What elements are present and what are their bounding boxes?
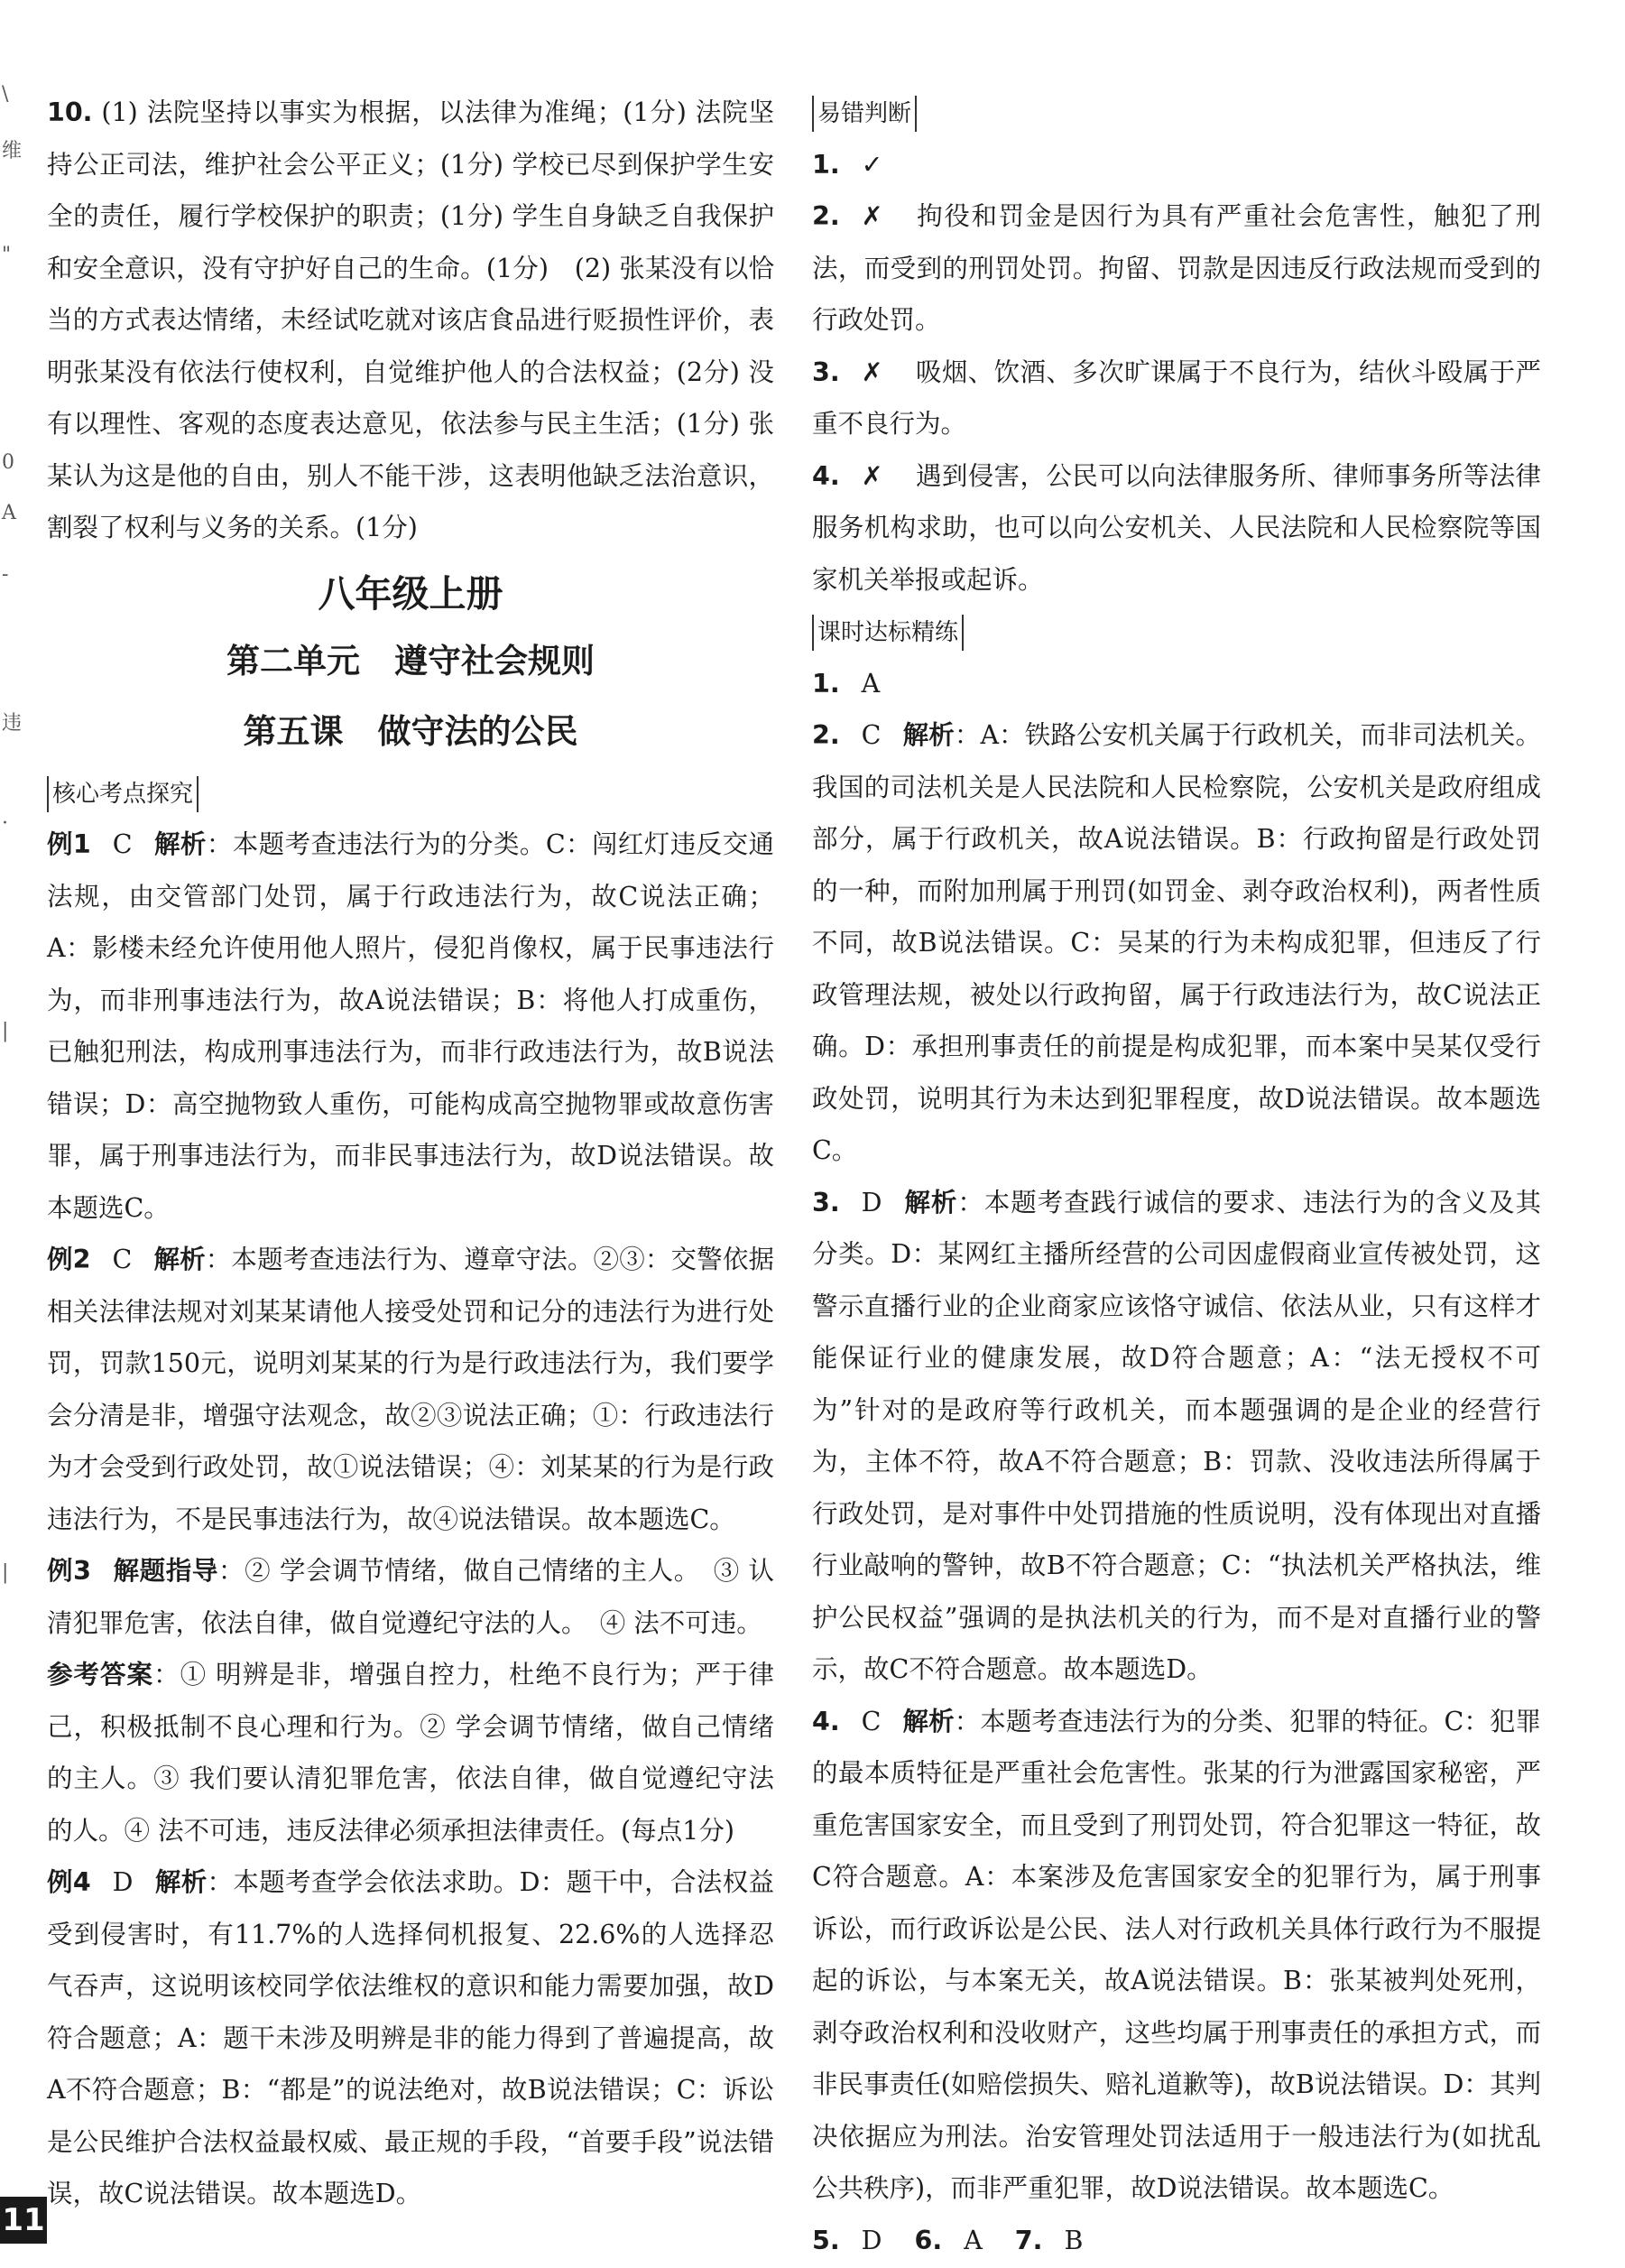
lesson-number: 第五课	[243, 711, 344, 751]
example-label: 例2	[47, 1245, 91, 1274]
practice-5-7	[812, 2215, 1541, 2267]
example-answer: D	[112, 1867, 134, 1897]
analysis-text: ：本题考查违法行为、遵章守法。②③：交警依据相关法律法规对刘某某请他人接受处罚和记分的违法行为进行处罚，罚款150元，说明刘某某的行为是行政违法行为，我们要学会分清是非，增强守法观念，故②③说法正确；①：行政违法行为才会受到行政处罚，故①说法错误；④：刘某某的行为是行政违法行为，不是民事违法行为，故④说法错误。故本题选C。	[47, 1245, 774, 1534]
analysis-text: ：本题考查践行诚信的要求、违法行为的含义及其分类。D：某网红主播所经营的公司因虚假商业宣传被处罚，这警示直播行业的企业商家应该恪守诚信、依法从业，只有这样才能保证行业的健康发展，故D符合题意；A：“法无授权不可为”针对的是政府等行政机关，而本题强调的是企业的经营行为，主体不符，故A不符合题意；B：罚款、没收违法所得属于行政处罚，是对事件中处罚措施的性质说明，没有体现出对直播行业敲响的警钟，故B不符合题意；C：“执法机关严格执法，维护公民权益”强调的是执法机关的行为，而不是对直播行业的警示，故C不符合题意。故本题选D。	[812, 1187, 1541, 1684]
answer-letter: A	[861, 668, 881, 699]
check-mark-icon: ✓	[861, 149, 883, 180]
reference-text: ：① 明辨是非，增强自控力，杜绝不良行为；严于律己，积极抵制不良心理和行为。② 学会调节情绪，做自己情绪的主人。③ 我们要认清犯罪危害，依法自律，做自觉遵纪守法的人。④ 法不可违，违反法律必须承担法律责任。(每点1分)	[47, 1660, 774, 1846]
lesson-heading	[47, 697, 774, 767]
judge-3	[812, 347, 1541, 450]
section-easy-tag: 易错判断	[812, 96, 917, 132]
practice-3	[812, 1177, 1541, 1696]
example-answer: C	[112, 1245, 133, 1274]
practice-2	[812, 709, 1541, 1177]
example-2	[47, 1234, 774, 1545]
edge-char: -	[2, 563, 9, 586]
question-number: 5.	[812, 2225, 840, 2255]
question-number: 1.	[812, 149, 840, 180]
example-3-reference	[47, 1649, 774, 1856]
question-number: 3.	[812, 1187, 840, 1217]
analysis-label: 解析	[154, 1867, 208, 1897]
question-number: 2.	[812, 720, 840, 750]
analysis-text: ：本题考查学会依法求助。D：题干中，合法权益受到侵害时，有11.7%的人选择伺机报复、22.6%的人选择忍气吞声，这说明该校同学依法维权的意识和能力需要加强，故D符合题意；A：题干未涉及明辨是非的能力得到了普遍提高，故A不符合题意；B：“都是”的说法绝对，故B说法错误；C：诉讼是公民维护合法权益最权威、最正规的手段，“首要手段”说法错误，故C说法错误。故本题选D。	[47, 1867, 774, 2208]
edge-char: 违	[2, 712, 23, 735]
answer-letter: B	[1064, 2225, 1084, 2255]
unit-heading	[47, 626, 774, 697]
judge-2	[812, 190, 1541, 347]
analysis-label: 解析	[902, 720, 955, 750]
judge-1	[812, 139, 1541, 191]
question-number: 1.	[812, 668, 840, 699]
cross-mark-icon: ✗	[861, 201, 883, 231]
answer-letter: D	[861, 2225, 882, 2255]
answer-letter: C	[861, 720, 882, 750]
reference-label: 参考答案	[47, 1660, 154, 1689]
analysis-label: 解析	[903, 1187, 958, 1217]
right-column	[812, 87, 1541, 2266]
answer-text: (1) 法院坚持以事实为根据，以法律为准绳；(1分) 法院坚持公正司法，维护社会公平正义；(1分) 学校已尽到保护学生安全的责任，履行学校保护的职责；(1分) 学生自身缺乏自我保护和安全意识，没有守护好自己的生命。(1分) (2) 张某没有以恰当的方式表达情绪，未经试吃就对该店食品进行贬损性评价，表明张某没有依法行使权利，自觉维护他人的合法权益；(2分) 没有以理性、客观的态度表达意见，依法参与民主生活；(1分) 张某认为这是他的自由，别人不能干涉，这表明他缺乏法治意识，割裂了权利与义务的关系。(1分)	[47, 97, 774, 542]
answer-letter: D	[861, 1187, 882, 1217]
answer-letter: A	[964, 2225, 983, 2255]
analysis-label: 解析	[153, 829, 207, 859]
example-4	[47, 1856, 774, 2220]
analysis-text: ：A：铁路公安机关属于行政机关，而非司法机关。我国的司法机关是人民法院和人民检察院，公安机关是政府组成部分，属于行政机关，故A说法错误。B：行政拘留是行政处罚的一种，而附加刑属于刑罚(如罚金、剥夺政治权利)，两者性质不同，故B说法错误。C：吴某的行为未构成犯罪，但违反了行政管理法规，被处以行政拘留，属于行政违法行为，故C说法正确。D：承担刑事责任的前提是构成犯罪，而本案中吴某仅受行政处罚，说明其行为未达到犯罪程度，故D说法错误。故本题选C。	[812, 720, 1541, 1165]
cross-mark-icon: ✗	[861, 460, 883, 491]
edge-char: |	[2, 1561, 9, 1584]
lesson-name: 做守法的公民	[377, 711, 578, 751]
analysis-text: ：本题考查违法行为的分类。C：闯红灯违反交通法规，由交管部门处罚，属于行政违法行为，故C说法正确；A：影楼未经允许使用他人照片，侵犯肖像权，属于民事违法行为，而非刑事违法行为，故A说法错误；B：将他人打成重伤，已触犯刑法，构成刑事违法行为，而非行政违法行为，故B说法错误；D：高空抛物致人重伤，可能构成高空抛物罪或故意伤害罪，属于刑事违法行为，而非民事违法行为，故D说法错误。故本题选C。	[47, 829, 774, 1223]
example-3-guide	[47, 1545, 774, 1649]
unit-number: 第二单元	[226, 641, 360, 680]
section-core-tag: 核心考点探究	[47, 776, 199, 812]
book-title: 八年级上册	[318, 571, 503, 616]
edge-char: 维	[2, 140, 23, 162]
analysis-label: 解析	[153, 1245, 206, 1274]
example-answer: C	[112, 829, 133, 859]
left-edge-margin	[0, 0, 27, 2268]
unit-name: 遵守社会规则	[394, 641, 595, 680]
section-practice-tag: 课时达标精练	[812, 615, 964, 651]
analysis-label: 解析	[902, 1706, 955, 1736]
example-label: 例4	[47, 1867, 91, 1897]
question-number: 4.	[812, 460, 840, 491]
question-number: 4.	[812, 1706, 840, 1736]
judge-4	[812, 450, 1541, 606]
answer-q10	[47, 87, 774, 554]
example-label: 例1	[47, 829, 91, 859]
question-number: 7.	[1014, 2225, 1043, 2255]
edge-char: |	[2, 1020, 9, 1042]
question-number: 10.	[47, 97, 93, 127]
guide-text: ：② 学会调节情绪，做自己情绪的主人。 ③ 认清犯罪危害，依法自律，做自觉遵纪守法的人。 ④ 法不可违。	[47, 1556, 774, 1638]
edge-char: A	[2, 502, 16, 524]
example-label: 例3	[47, 1556, 91, 1586]
example-1	[47, 819, 774, 1234]
answer-letter: C	[861, 1706, 882, 1736]
left-column	[47, 87, 774, 2220]
question-number: 6.	[914, 2225, 943, 2255]
judge-text: 拘役和罚金是因行为具有严重社会危害性，触犯了刑法，而受到的刑罚处罚。拘留、罚款是因违反行政法规而受到的行政处罚。	[812, 201, 1541, 335]
judge-text: 吸烟、饮酒、多次旷课属于不良行为，结伙斗殴属于严重不良行为。	[812, 356, 1541, 439]
page-number: 11	[0, 2197, 47, 2244]
question-number: 2.	[812, 201, 840, 231]
guide-label: 解题指导	[112, 1556, 219, 1586]
edge-char: ·	[2, 812, 8, 835]
question-number: 3.	[812, 356, 840, 387]
practice-1	[812, 658, 1541, 710]
practice-4	[812, 1696, 1541, 2215]
judge-text: 遇到侵害，公民可以向法律服务所、律师事务所等法律服务机构求助，也可以向公安机关、人民法院和人民检察院等国家机关举报或起诉。	[812, 460, 1541, 595]
analysis-text: ：本题考查违法行为的分类、犯罪的特征。C：犯罪的最本质特征是严重社会危害性。张某的行为泄露国家秘密，严重危害国家安全，而且受到了刑罚处罚，符合犯罪这一特征，故C符合题意。A：本案涉及危害国家安全的犯罪行为，属于刑事诉讼，而行政诉讼是公民、法人对行政机关具体行政行为不服提起的诉讼，与本案无关，故A说法错误。B：张某被判处死刑，剥夺政治权利和没收财产，这些均属于刑事责任的承担方式，而非民事责任(如赔偿损失、赔礼道歉等)，故B说法错误。D：其判决依据应为刑法。治安管理处罚法适用于一般违法行为(如扰乱公共秩序)，而非严重犯罪，故D说法错误。故本题选C。	[812, 1706, 1541, 2203]
edge-char: 0	[2, 451, 14, 474]
cross-mark-icon: ✗	[861, 356, 883, 387]
edge-char: \	[2, 83, 9, 106]
edge-char: "	[2, 244, 12, 266]
